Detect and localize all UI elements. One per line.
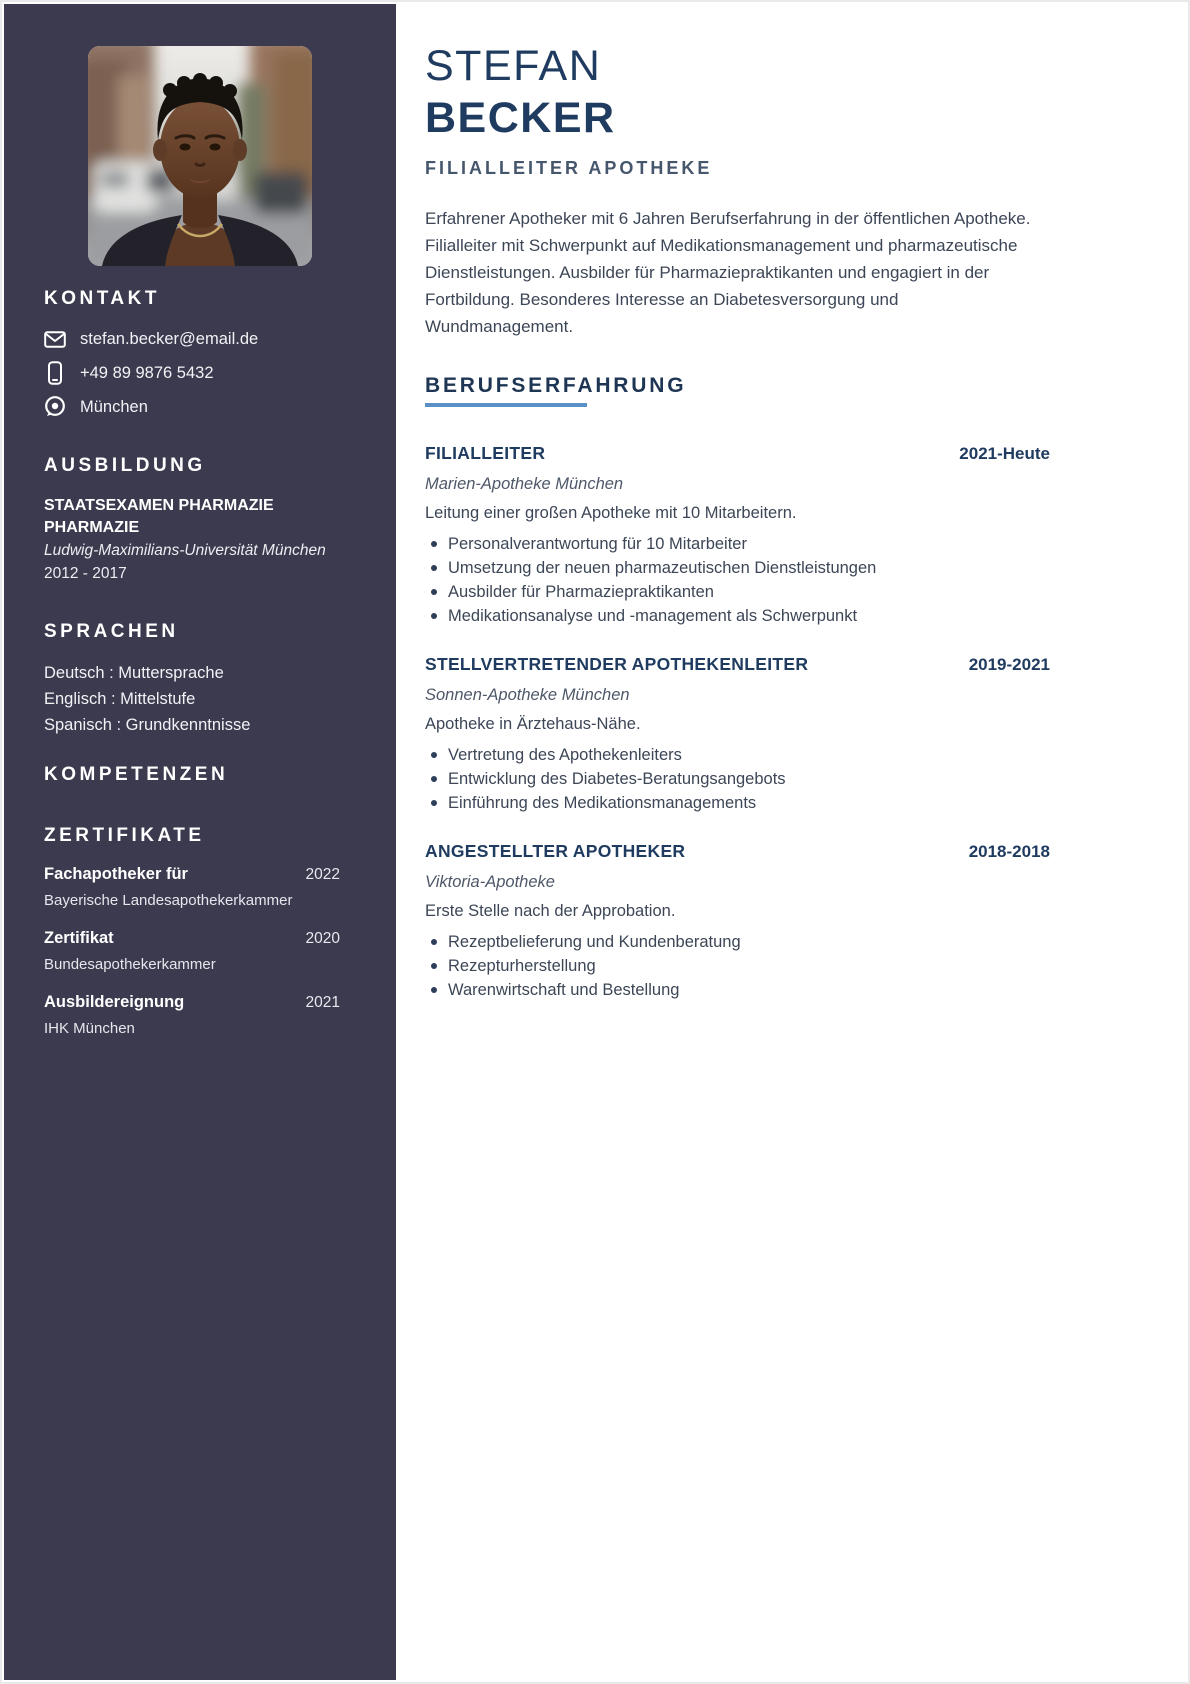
job-bullet: Rezeptbelieferung und Kundenberatung bbox=[425, 930, 1050, 954]
contact-location: München bbox=[80, 397, 148, 416]
certificate-name: Fachapotheker für bbox=[44, 865, 188, 883]
education-school: Ludwig-Maximilians-Universität München bbox=[44, 542, 326, 559]
language-item: Deutsch : Muttersprache bbox=[44, 664, 224, 682]
certificate-year: 2021 bbox=[305, 994, 340, 1011]
job-bullet: Warenwirtschaft und Bestellung bbox=[425, 978, 1050, 1002]
education-entry bbox=[44, 495, 340, 583]
job-bullet: Rezepturherstellung bbox=[425, 954, 1050, 978]
certificate-name: Ausbildereignung bbox=[44, 993, 185, 1011]
profile-photo bbox=[88, 46, 312, 266]
certificate-org: Bundesapothekerkammer bbox=[44, 956, 216, 973]
contact-email: stefan.becker@email.de bbox=[80, 329, 259, 348]
competencies-heading: KOMPETENZEN bbox=[44, 764, 229, 785]
job-bullet: Umsetzung der neuen pharmazeutischen Dienstleistungen bbox=[425, 556, 1050, 580]
languages-list bbox=[44, 660, 340, 738]
certificate-entry bbox=[44, 928, 340, 974]
experience-list bbox=[425, 443, 1050, 1002]
language-item: Spanisch : Grundkenntnisse bbox=[44, 716, 251, 734]
certificate-entry bbox=[44, 992, 340, 1038]
first-name: STEFAN bbox=[425, 42, 602, 90]
certificate-year: 2020 bbox=[305, 930, 340, 947]
job-description: Erste Stelle nach der Approbation. bbox=[425, 902, 676, 920]
contact-location-row bbox=[44, 395, 340, 419]
contact-heading: KONTAKT bbox=[44, 288, 160, 309]
last-name: BECKER bbox=[425, 94, 616, 142]
portrait-illustration bbox=[88, 46, 312, 266]
contact-phone: +49 89 9876 5432 bbox=[80, 363, 214, 382]
location-pin-icon bbox=[44, 395, 66, 419]
languages-heading: SPRACHEN bbox=[44, 621, 179, 642]
job-dates: 2021-Heute bbox=[959, 444, 1050, 463]
experience-heading: BERUFSERFAHRUNG bbox=[425, 374, 687, 397]
main-content bbox=[396, 4, 1186, 1680]
job-description: Leitung einer großen Apotheke mit 10 Mitarbeitern. bbox=[425, 504, 797, 522]
job-dates: 2019-2021 bbox=[968, 655, 1050, 674]
contact-phone-row bbox=[44, 361, 340, 385]
job-entry bbox=[425, 841, 1050, 1002]
certificate-year: 2022 bbox=[305, 866, 340, 883]
job-bullet-list bbox=[425, 532, 1050, 628]
job-dates: 2018-2018 bbox=[968, 842, 1050, 861]
job-bullet: Medikationsanalyse und -management als Schwerpunkt bbox=[425, 604, 1050, 628]
heading-accent-underline bbox=[425, 403, 587, 407]
profile-summary: Erfahrener Apotheker mit 6 Jahren Berufserfahrung in der öffentlichen Apotheke. Filialleiter mit Schwerpunkt auf Medikationsmanagement und pharmazeutische Dienstleistungen. Ausbilder für Pharmaziepraktikanten und engagiert in der Fortbildung. Besonderes Interesse an Diabetesversorgung und Wundmanagement. bbox=[425, 209, 1031, 336]
contact-email-row bbox=[44, 327, 340, 351]
smartphone-icon bbox=[44, 361, 66, 385]
job-title: FILIALLEITER bbox=[425, 443, 546, 463]
job-company: Viktoria-Apotheke bbox=[425, 873, 555, 891]
sidebar bbox=[4, 4, 396, 1680]
candidate-name bbox=[425, 40, 1050, 144]
job-company: Sonnen-Apotheke München bbox=[425, 686, 630, 704]
certificate-org: Bayerische Landesapothekerkammer bbox=[44, 892, 293, 909]
job-bullet: Personalverantwortung für 10 Mitarbeiter bbox=[425, 532, 1050, 556]
education-dates: 2012 - 2017 bbox=[44, 564, 127, 582]
job-bullet: Ausbilder für Pharmaziepraktikanten bbox=[425, 580, 1050, 604]
education-degree: STAATSEXAMEN PHARMAZIE PHARMAZIE bbox=[44, 497, 274, 536]
certificate-entry bbox=[44, 864, 340, 910]
language-item: Englisch : Mittelstufe bbox=[44, 690, 196, 708]
job-title: STELLVERTRETENDER APOTHEKENLEITER bbox=[425, 654, 809, 674]
job-entry bbox=[425, 443, 1050, 628]
job-description: Apotheke in Ärztehaus-Nähe. bbox=[425, 715, 641, 733]
job-bullet-list bbox=[425, 930, 1050, 1002]
job-bullet: Entwicklung des Diabetes-Beratungsangebots bbox=[425, 767, 1050, 791]
job-company: Marien-Apotheke München bbox=[425, 475, 624, 493]
certificate-name: Zertifikat bbox=[44, 929, 114, 947]
contact-list bbox=[44, 327, 340, 419]
job-bullet: Einführung des Medikationsmanagements bbox=[425, 791, 1050, 815]
job-bullet: Vertretung des Apothekenleiters bbox=[425, 743, 1050, 767]
certificates-heading: ZERTIFIKATE bbox=[44, 825, 205, 846]
certificates-list bbox=[44, 864, 340, 1038]
job-bullet-list bbox=[425, 743, 1050, 815]
education-heading: AUSBILDUNG bbox=[44, 455, 206, 476]
mail-icon bbox=[44, 327, 66, 351]
job-title: ANGESTELLTER APOTHEKER bbox=[425, 841, 686, 861]
job-entry bbox=[425, 654, 1050, 815]
candidate-title: FILIALLEITER APOTHEKE bbox=[425, 158, 713, 178]
certificate-org: IHK München bbox=[44, 1020, 135, 1037]
